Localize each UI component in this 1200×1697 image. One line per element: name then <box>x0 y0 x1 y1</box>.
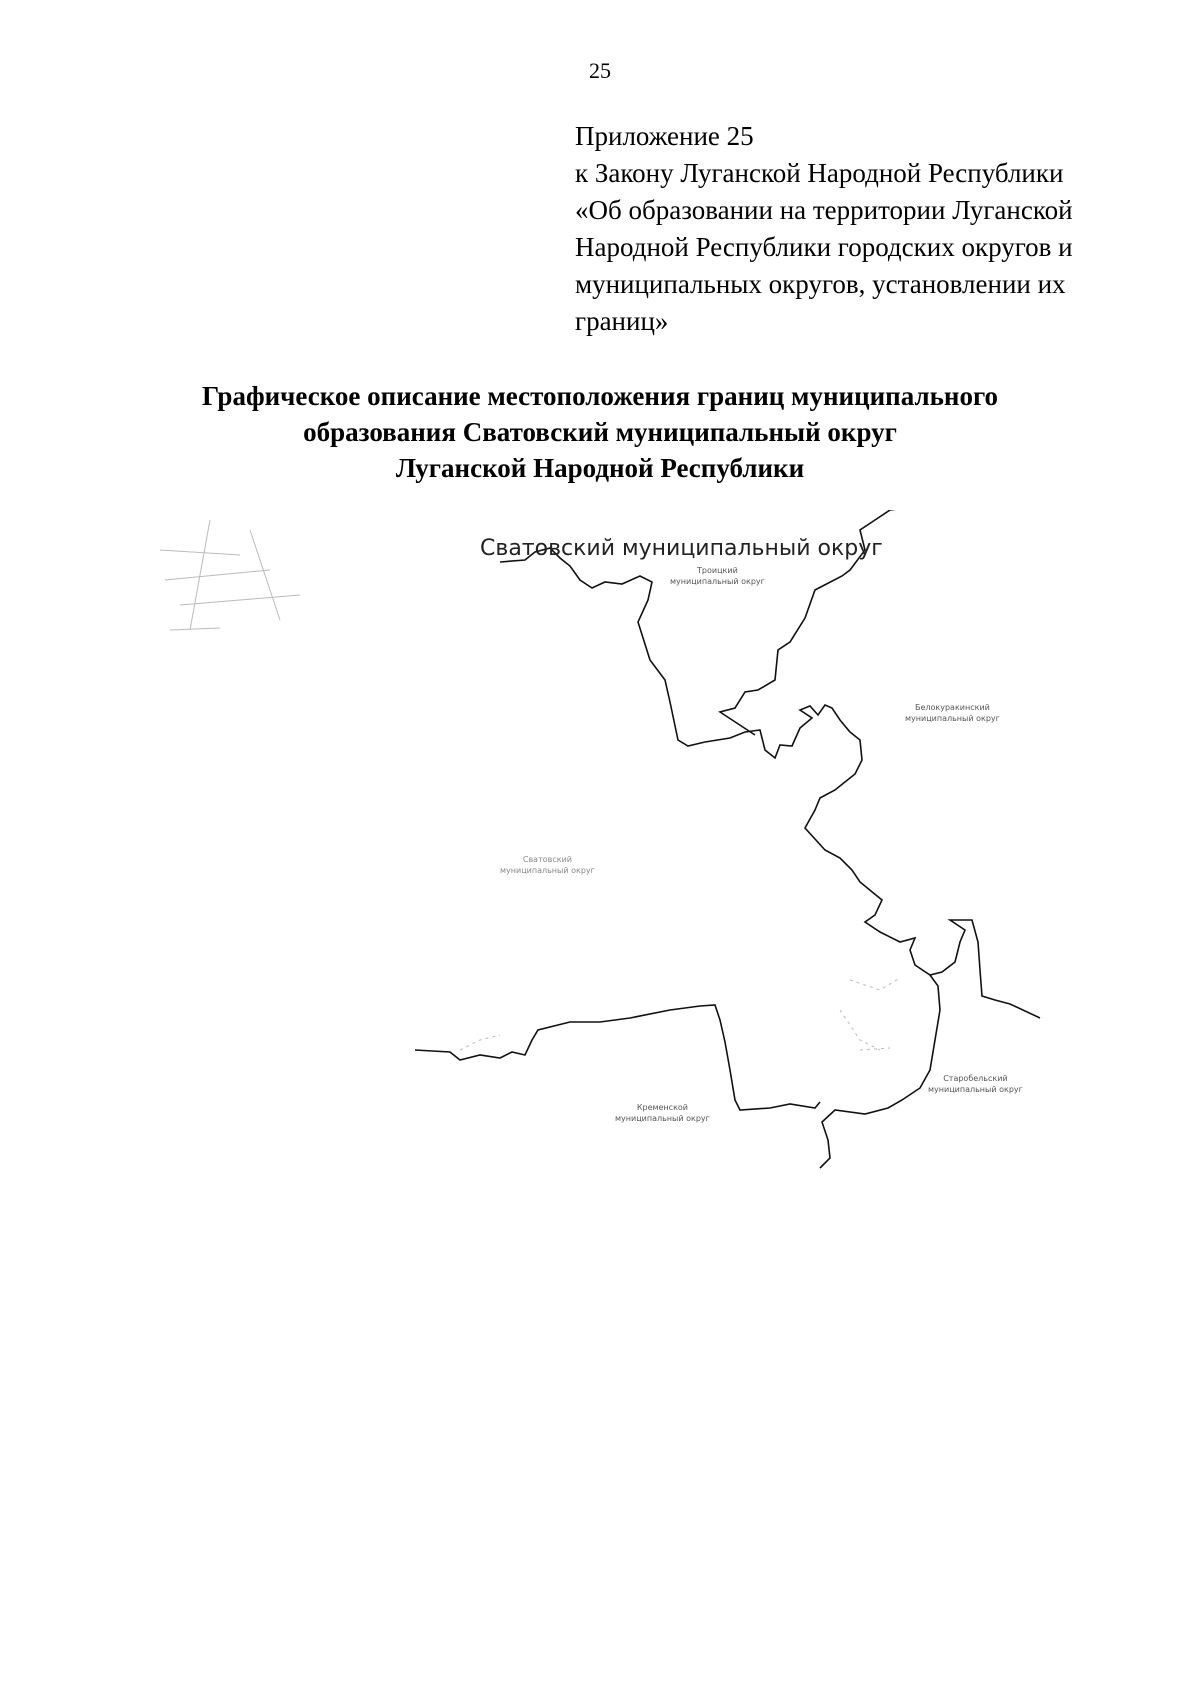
neighbor-name: Троицкий <box>697 566 738 575</box>
neighbor-type: муниципальный округ <box>615 1114 710 1123</box>
neighbor-type: муниципальный округ <box>670 577 765 586</box>
scan-noise <box>160 520 300 630</box>
appendix-header <box>575 118 1135 340</box>
appendix-line: к Закону Луганской Народной Республики <box>575 158 1064 188</box>
neighbor-label-troitsky <box>670 565 765 587</box>
neighbor-name: Кременской <box>636 1103 689 1112</box>
neighbor-label-belokurakinsky <box>905 702 1000 724</box>
neighbor-type: муниципальный округ <box>928 1085 1023 1094</box>
neighbor-label-kremensky <box>615 1102 710 1124</box>
boundary-line-north <box>500 548 1040 1018</box>
boundary-line-south <box>415 1005 820 1110</box>
appendix-line: Народной Республики городских округов и <box>575 232 1073 262</box>
neighbor-type: муниципальный округ <box>500 866 595 875</box>
map-title: Сватовский муниципальный округ <box>480 536 883 561</box>
document-title <box>0 378 1200 486</box>
appendix-line: границ» <box>575 306 669 336</box>
neighbor-name: Сватовский <box>522 855 572 864</box>
neighbor-type: муниципальный округ <box>905 714 1000 723</box>
boundary-map <box>160 510 1140 1270</box>
appendix-line: муниципальных округов, установлении их <box>575 269 1066 299</box>
title-line: образования Сватовский муниципальный округ <box>303 417 897 447</box>
boundary-line-east <box>820 975 940 1168</box>
appendix-line: «Об образовании на территории Луганской <box>575 195 1073 225</box>
page-number: 25 <box>589 58 611 83</box>
neighbor-name: Старобельский <box>943 1074 1008 1083</box>
title-line: Луганской Народной Республики <box>395 453 805 483</box>
appendix-line: Приложение 25 <box>575 121 754 151</box>
boundary-map-drawing <box>160 510 1140 1270</box>
neighbor-label-svatovsky <box>500 854 595 876</box>
title-line: Графическое описание местоположения границ муниципального <box>201 381 999 411</box>
faint-lines <box>460 978 900 1050</box>
neighbor-name: Белокуракинский <box>914 703 990 712</box>
neighbor-label-starobelsky <box>928 1073 1023 1095</box>
